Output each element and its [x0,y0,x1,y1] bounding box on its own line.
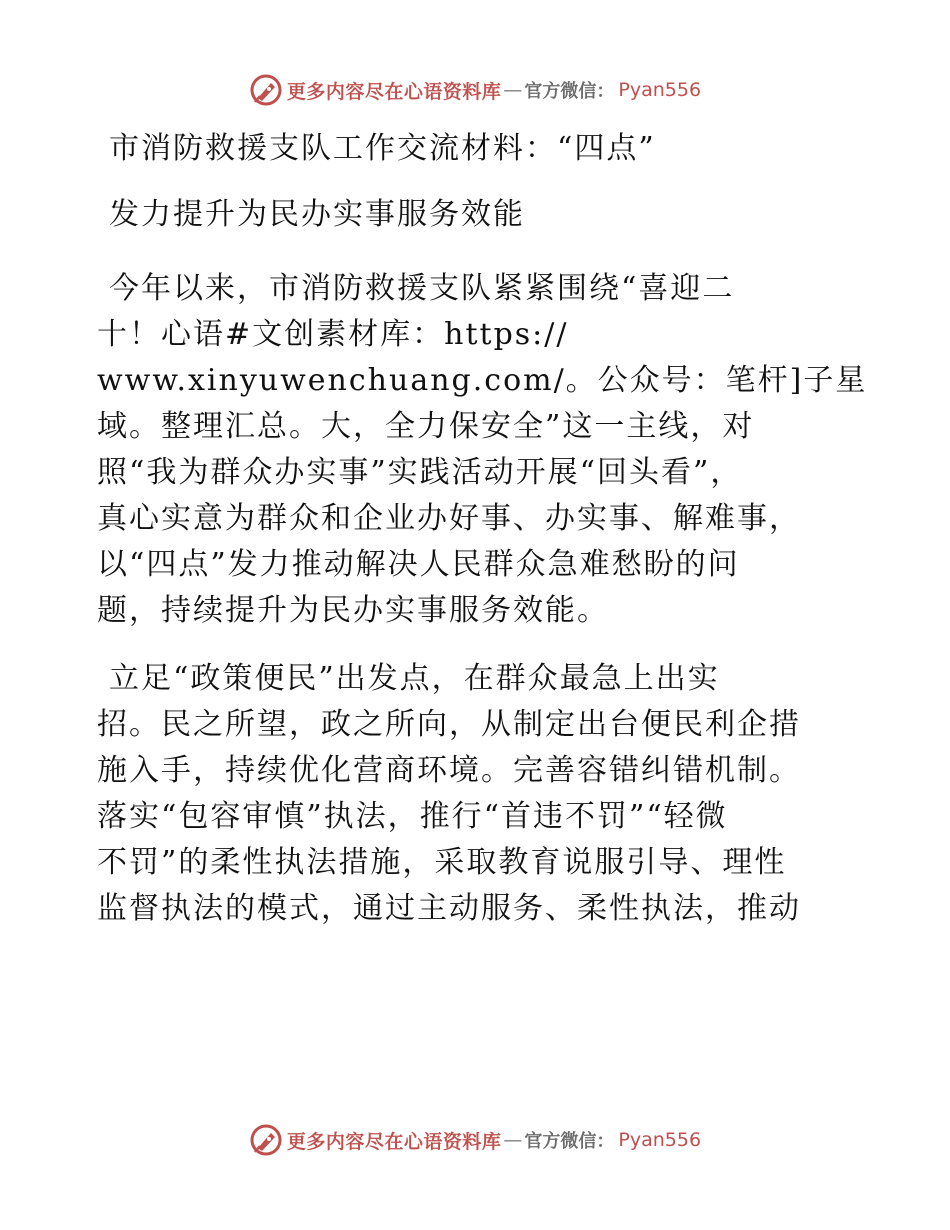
document-body [97,126,868,932]
banner-wechat-id: Pyan556 [618,1129,702,1151]
paragraph-line: 落实“包容审慎”执法，推行“首违不罚”“轻微 [97,799,728,834]
paragraph-line: 施入手，持续优化营商环境。完善容错纠错机制。 [97,753,801,788]
banner-dash: — [503,1129,523,1151]
banner-brand-text: 更多内容尽在心语资料库 [286,1130,502,1153]
footer-banner [0,1120,950,1160]
banner-brand-text: 更多内容尽在心语资料库 [286,80,502,103]
paragraph-1 [97,266,868,634]
pen-nib-logo-icon [249,73,283,107]
header-banner [0,70,950,110]
banner-wechat-label: 官方微信： [524,81,615,102]
paragraph-line: 题，持续提升为民办实事服务效能。 [97,593,609,628]
paragraph-line: 今年以来，市消防救援支队紧紧围绕“喜迎二 [109,271,735,306]
banner-wechat-id: Pyan556 [618,79,702,101]
paragraph-line: 照“我为群众办实事”实践活动开展“回头看”， [97,455,743,490]
paragraph-2 [97,656,857,932]
paragraph-line: 监督执法的模式，通过主动服务、柔性执法，推动 [97,891,801,926]
pen-nib-logo-icon [249,1123,283,1157]
paragraph-line: 不罚”的柔性执法措施，采取教育说服引导、理性 [97,845,787,880]
paragraph-line: 以“四点”发力推动解决人民群众急难愁盼的问 [97,547,740,582]
document-title-line-1: 市消防救援支队工作交流材料：“四点” [109,131,656,166]
paragraph-line: 招。民之所望，政之所向，从制定出台便民利企措 [97,707,801,742]
document-title-line-2: 发力提升为民办实事服务效能 [109,197,525,232]
banner-dash: — [503,79,523,101]
paragraph-line: 立足“政策便民”出发点，在群众最急上出实 [109,661,720,696]
paragraph-line: 域。整理汇总。大，全力保安全”这一主线，对 [97,409,755,444]
paragraph-line: 十！心语#文创素材库：https:// [97,317,569,352]
paragraph-line: 真心实意为群众和企业办好事、办实事、解难事， [97,501,801,536]
banner-wechat-label: 官方微信： [524,1131,615,1152]
paragraph-line: www.xinyuwenchuang.com/。公众号：笔杆]子星 [97,363,868,398]
